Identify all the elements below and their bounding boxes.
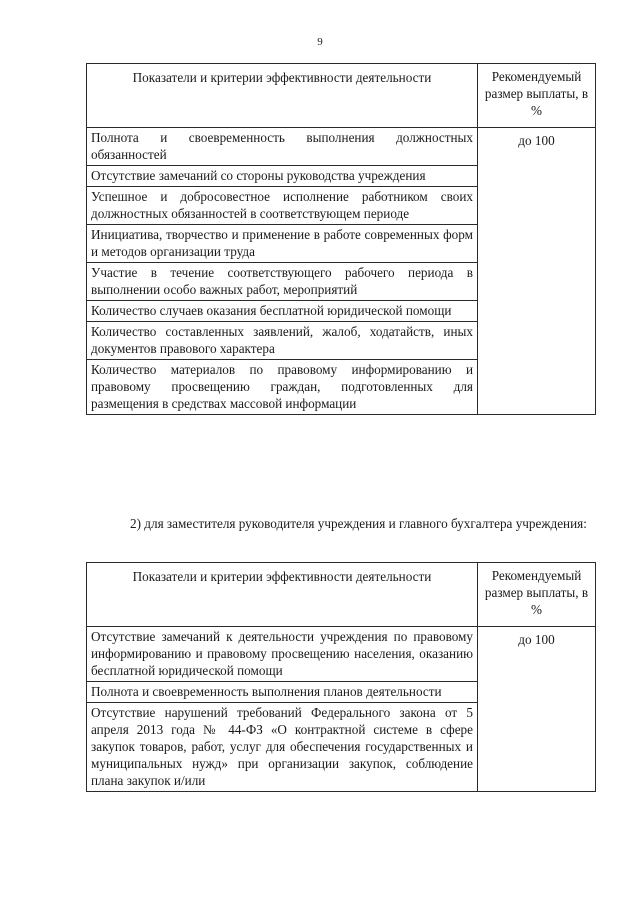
section-paragraph: 2) для заместителя руководителя учреждения и главного бухгалтера учреждения: [130, 516, 587, 531]
table-header-row [87, 64, 596, 128]
criterion-cell: Количество материалов по правовому информированию и правовому просвещению граждан, подготовленных для размещения в средствах массовой информации [87, 360, 478, 415]
criterion-cell: Полнота и своевременность выполнения должностных обязанностей [87, 128, 478, 166]
criteria-table-1 [86, 63, 596, 415]
criterion-cell: Количество случаев оказания бесплатной юридической помощи [87, 301, 478, 322]
criterion-cell: Отсутствие замечаний со стороны руководства учреждения [87, 166, 478, 187]
table-header-row [87, 563, 596, 627]
criterion-cell: Инициатива, творчество и применение в работе современных форм и методов организации труда [87, 225, 478, 263]
criterion-cell: Полнота и своевременность выполнения планов деятельности [87, 682, 478, 703]
table-row [87, 627, 596, 682]
criterion-cell: Отсутствие замечаний к деятельности учреждения по правовому информированию и правовому просвещению населения, оказанию бесплатной юридической помощи [87, 627, 478, 682]
header-payment: Рекомендуемый размер выплаты, в % [478, 64, 596, 128]
criterion-cell: Количество составленных заявлений, жалоб, ходатайств, иных документов правового характера [87, 322, 478, 360]
page-number: 9 [317, 36, 323, 48]
criteria-table-2 [86, 562, 596, 792]
criterion-cell: Отсутствие нарушений требований Федерального закона от 5 апреля 2013 года № 44-ФЗ «О контрактной системе в сфере закупок товаров, работ, услуг для обеспечения государственных и муниципальных нужд» при организации закупок, соблюдение плана закупок и/или [87, 703, 478, 792]
criterion-cell: Участие в течение соответствующего рабочего периода в выполнении особо важных работ, мероприятий [87, 263, 478, 301]
table-row [87, 128, 596, 166]
header-payment: Рекомендуемый размер выплаты, в % [478, 563, 596, 627]
header-criteria: Показатели и критерии эффективности деятельности [87, 64, 478, 128]
header-criteria: Показатели и критерии эффективности деятельности [87, 563, 478, 627]
payment-cell: до 100 [478, 627, 596, 792]
criterion-cell: Успешное и добросовестное исполнение работником своих должностных обязанностей в соответствующем периоде [87, 187, 478, 225]
payment-cell: до 100 [478, 128, 596, 415]
